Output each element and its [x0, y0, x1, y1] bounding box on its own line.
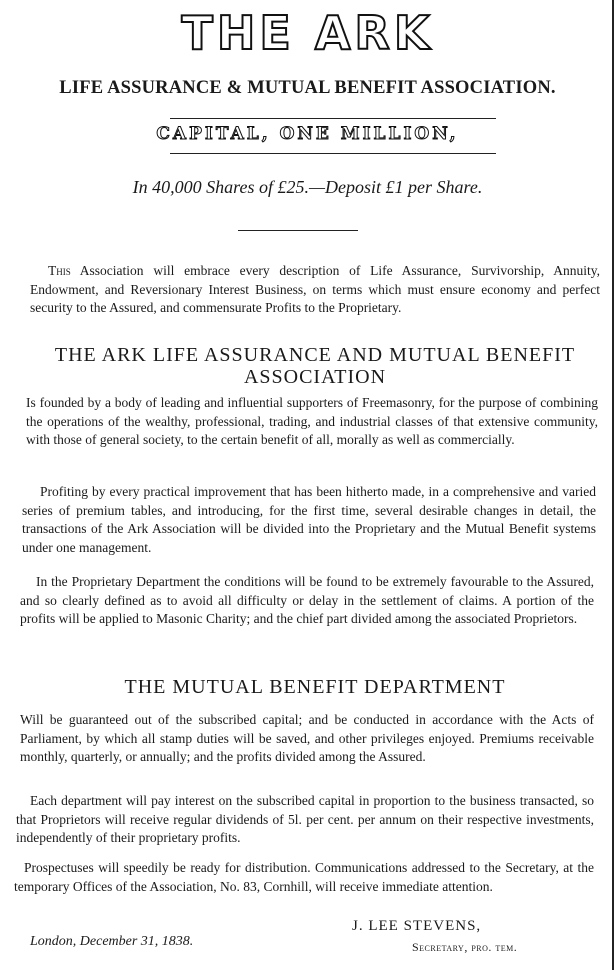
- page-edge-border: [612, 0, 614, 970]
- shares-line: In 40,000 Shares of £25.—Deposit £1 per Share.: [132, 177, 483, 197]
- intro-paragraph: [30, 262, 600, 318]
- section-heading-ark-line2: ASSOCIATION: [243, 366, 387, 388]
- intro-first-word: This: [48, 263, 71, 278]
- place-date: London, December 31, 1838.: [30, 934, 194, 949]
- ark-paragraph-3: In the Proprietary Department the conditions will be found to be extremely favourable to the Assured, and so clearly defined as to avoid all difficulty or delay in the settlement of claims. A portion of the profits will be applied to Masonic Charity; and the chief part divided among the associated Proprietors.: [20, 574, 594, 626]
- signatory-title: Secretary, pro. tem.: [412, 940, 518, 954]
- signatory-name: J. LEE STEVENS,: [352, 918, 482, 934]
- intro-text: Association will embrace every description of Life Assurance, Survivorship, Annuity, Endowment, and Reversionary Interest Business, on terms which must ensure economy and perfect security to the Assured, and commensurate Profits to the Proprietary.: [30, 263, 600, 315]
- ark-paragraph-1: Is founded by a body of leading and influential supporters of Freemasonry, for the purpose of combining the operations of the wealthy, professional, trading, and industrial classes of that extensive community, with those of general society, to the certain benefit of all, morally as well as commercially.: [26, 395, 598, 447]
- divider-rule-top: [170, 118, 496, 119]
- divider-rule-short: [238, 230, 358, 231]
- association-subtitle: LIFE ASSURANCE & MUTUAL BENEFIT ASSOCIATION.: [59, 78, 556, 98]
- page-title: THE ARK: [181, 6, 434, 60]
- mutual-paragraph-3: Prospectuses will speedily be ready for distribution. Communications addressed to the Secretary, at the temporary Offices of the Association, No. 83, Cornhill, will receive immediate attention.: [14, 860, 594, 894]
- section-heading-ark: [20, 344, 610, 388]
- divider-rule-middle: [170, 153, 496, 154]
- mutual-paragraph-1: Will be guaranteed out of the subscribed capital; and be conducted in accordance with the Acts of Parliament, by which all stamp duties will be saved, and other privileges enjoyed. Premiums receivable monthly, quarterly, or annually; and the profits divided among the Assured.: [20, 712, 594, 764]
- section-heading-mutual: THE MUTUAL BENEFIT DEPARTMENT: [124, 676, 506, 698]
- mutual-paragraph-2: Each department will pay interest on the subscribed capital in proportion to the business transacted, so that Proprietors will receive regular dividends of 5l. per cent. per annum on their respective investments, independently of their proprietary profits.: [16, 793, 594, 845]
- section-heading-ark-line1: THE ARK LIFE ASSURANCE AND MUTUAL BENEFIT: [54, 344, 576, 366]
- capital-line: CAPITAL, ONE MILLION,: [156, 124, 459, 144]
- ark-paragraph-2: Profiting by every practical improvement that has been hitherto made, in a comprehensive and varied series of premium tables, and introducing, for the first time, several desirable changes in detail, the transactions of the Ark Association will be divided into the Proprietary and the Mutual Benefit systems under one management.: [22, 484, 596, 555]
